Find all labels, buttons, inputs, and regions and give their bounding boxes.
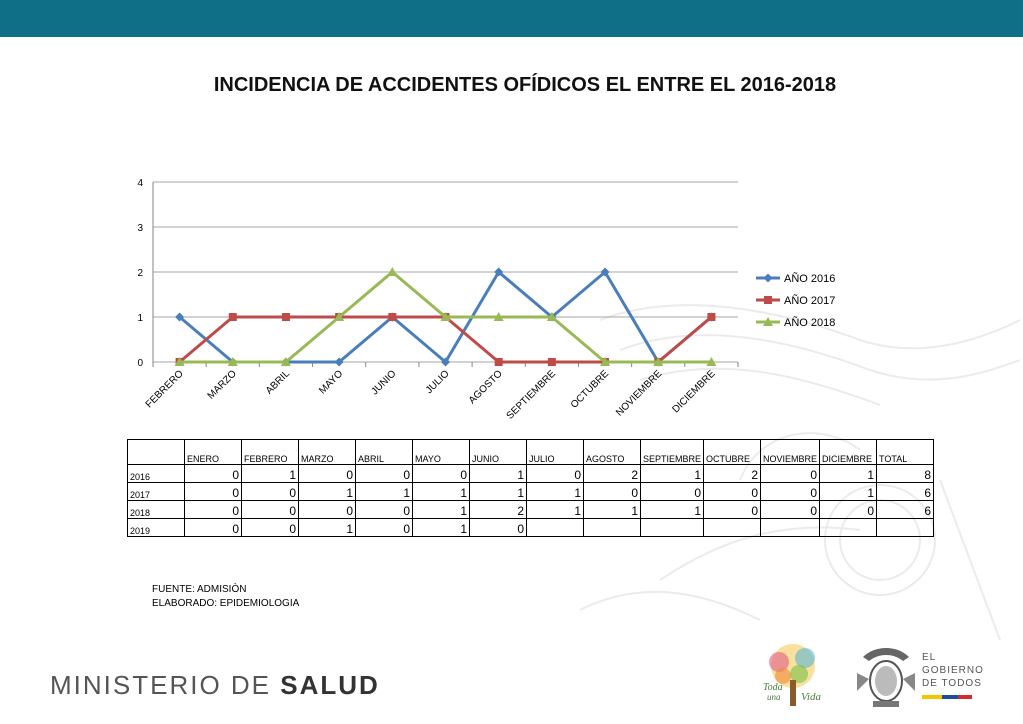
table-cell: 1 [527, 483, 584, 501]
table-cell: 2 [704, 465, 761, 483]
data-point [442, 313, 450, 321]
column-header: JUNIO [470, 440, 527, 465]
table-cell: 1 [820, 465, 877, 483]
data-table [127, 439, 934, 537]
table-cell: 6 [877, 501, 934, 519]
table-cell: 8 [877, 465, 934, 483]
table-cell: 6 [877, 483, 934, 501]
x-tick-label: SEPTIEMBRE [504, 368, 558, 422]
chart-title: INCIDENCIA DE ACCIDENTES OFÍDICOS EL ENTRE EL 2016-2018 [213, 74, 837, 96]
data-point [441, 358, 450, 367]
gobierno-logo-text [922, 651, 984, 690]
table-cell: 0 [299, 465, 356, 483]
column-header: ENERO [185, 440, 242, 465]
data-point [387, 267, 397, 276]
source-note: FUENTE: ADMISIÒN [152, 584, 247, 595]
table-cell: 1 [470, 483, 527, 501]
data-point [388, 313, 397, 322]
gov-line-3: DE TODOS [922, 678, 982, 689]
header-bar [0, 0, 1023, 37]
x-tick-label: OCTUBRE [568, 368, 612, 411]
table-cell: 0 [185, 501, 242, 519]
table-cell: 0 [527, 465, 584, 483]
legend-label: AÑO 2017 [784, 295, 836, 307]
table-cell [761, 519, 820, 537]
table-cell: 0 [185, 483, 242, 501]
table-cell: 1 [641, 465, 704, 483]
table-cell: 2 [584, 465, 641, 483]
y-tick-label: 3 [137, 223, 143, 234]
x-tick-label: JULIO [423, 368, 452, 397]
table-row [128, 483, 934, 501]
row-label: 2017 [128, 483, 185, 501]
x-tick-label: MARZO [205, 368, 239, 402]
table-cell: 0 [641, 483, 704, 501]
table-cell: 0 [299, 501, 356, 519]
table-cell: 1 [584, 501, 641, 519]
column-header: FEBRERO [242, 440, 299, 465]
gov-line-1: EL [922, 652, 937, 663]
table-cell: 1 [242, 465, 299, 483]
column-header: OCTUBRE [704, 440, 761, 465]
tree-text-1: Toda [763, 682, 783, 693]
brand-part1: MINISTERIO DE [50, 670, 281, 700]
table-cell: 1 [641, 501, 704, 519]
data-point [441, 312, 451, 321]
data-point [175, 313, 184, 322]
table-cell: 1 [413, 483, 470, 501]
column-header: AGOSTO [584, 440, 641, 465]
table-cell: 1 [527, 501, 584, 519]
table-cell [527, 519, 584, 537]
data-point [335, 313, 343, 321]
data-point [282, 313, 290, 321]
column-header: DICIEMBRE [820, 440, 877, 465]
data-point [281, 358, 290, 367]
tree-text-2: una [767, 692, 781, 702]
column-header: ABRIL [356, 440, 413, 465]
data-point [334, 312, 344, 321]
x-tick-label: AGOSTO [466, 368, 505, 407]
table-header-row [128, 440, 934, 465]
footer-notes [152, 583, 299, 611]
table-cell: 1 [356, 483, 413, 501]
table-cell: 0 [356, 519, 413, 537]
gov-line-2: GOBIERNO [922, 665, 984, 676]
data-point [548, 358, 556, 366]
table-row [128, 501, 934, 519]
row-label: 2019 [128, 519, 185, 537]
data-point [175, 357, 185, 366]
table-row [128, 519, 934, 537]
tree-text-3: Vida [801, 691, 821, 703]
author-note: ELABORADO: EPIDEMIOLOGIA [152, 598, 300, 609]
ecuador-shield-logo [855, 643, 917, 713]
table-cell: 0 [356, 465, 413, 483]
toda-una-vida-logo [757, 640, 829, 710]
table-cell: 0 [761, 483, 820, 501]
table-cell: 0 [761, 501, 820, 519]
data-point [388, 313, 396, 321]
y-tick-label: 0 [137, 358, 143, 369]
x-tick-label: DICIEMBRE [670, 368, 718, 416]
data-point [494, 268, 503, 277]
table-cell: 0 [413, 465, 470, 483]
table-cell [877, 519, 934, 537]
data-point [228, 358, 237, 367]
column-header: JULIO [527, 440, 584, 465]
table-cell: 1 [413, 519, 470, 537]
column-header: MAYO [413, 440, 470, 465]
table-cell: 0 [185, 465, 242, 483]
table-row [128, 465, 934, 483]
table-cell [584, 519, 641, 537]
data-point [281, 357, 291, 366]
x-tick-label: JUNIO [369, 368, 399, 398]
data-point [229, 313, 237, 321]
x-tick-label: FEBRERO [143, 368, 186, 411]
table-cell: 0 [584, 483, 641, 501]
table-cell: 0 [242, 501, 299, 519]
ministry-brand [50, 670, 380, 701]
data-point [335, 358, 344, 367]
table-cell: 1 [413, 501, 470, 519]
table-cell: 1 [299, 519, 356, 537]
table-cell [820, 519, 877, 537]
data-point [494, 312, 504, 321]
data-point [547, 312, 557, 321]
table-cell [641, 519, 704, 537]
table-cell: 0 [704, 501, 761, 519]
row-label: 2016 [128, 465, 185, 483]
x-tick-label: NOVIEMBRE [614, 368, 665, 419]
table-cell: 0 [470, 519, 527, 537]
x-tick-label: MAYO [317, 368, 346, 397]
y-tick-label: 4 [137, 178, 143, 189]
data-point [228, 357, 238, 366]
table-cell: 1 [470, 465, 527, 483]
column-header [128, 440, 185, 465]
data-point [601, 268, 610, 277]
column-header: MARZO [299, 440, 356, 465]
column-header: TOTAL [877, 440, 934, 465]
table-cell: 0 [704, 483, 761, 501]
column-header: NOVIEMBRE [761, 440, 820, 465]
row-label: 2018 [128, 501, 185, 519]
table-cell [704, 519, 761, 537]
data-point [176, 358, 184, 366]
y-tick-label: 2 [137, 268, 143, 279]
table-cell: 0 [356, 501, 413, 519]
table-cell: 0 [820, 501, 877, 519]
table-cell: 0 [761, 465, 820, 483]
table-cell: 0 [242, 519, 299, 537]
data-point [547, 313, 556, 322]
legend-label: AÑO 2018 [784, 317, 836, 329]
table-cell: 0 [242, 483, 299, 501]
table-cell: 0 [185, 519, 242, 537]
column-header: SEPTIEMBRE [641, 440, 704, 465]
x-tick-label: ABRIL [263, 368, 293, 397]
brand-part2: SALUD [280, 670, 380, 700]
legend-label: AÑO 2016 [784, 273, 836, 285]
table-cell: 1 [820, 483, 877, 501]
flag-stripe [922, 695, 972, 699]
table-cell: 1 [299, 483, 356, 501]
y-tick-label: 1 [137, 313, 143, 324]
table-cell: 2 [470, 501, 527, 519]
data-point [495, 358, 503, 366]
